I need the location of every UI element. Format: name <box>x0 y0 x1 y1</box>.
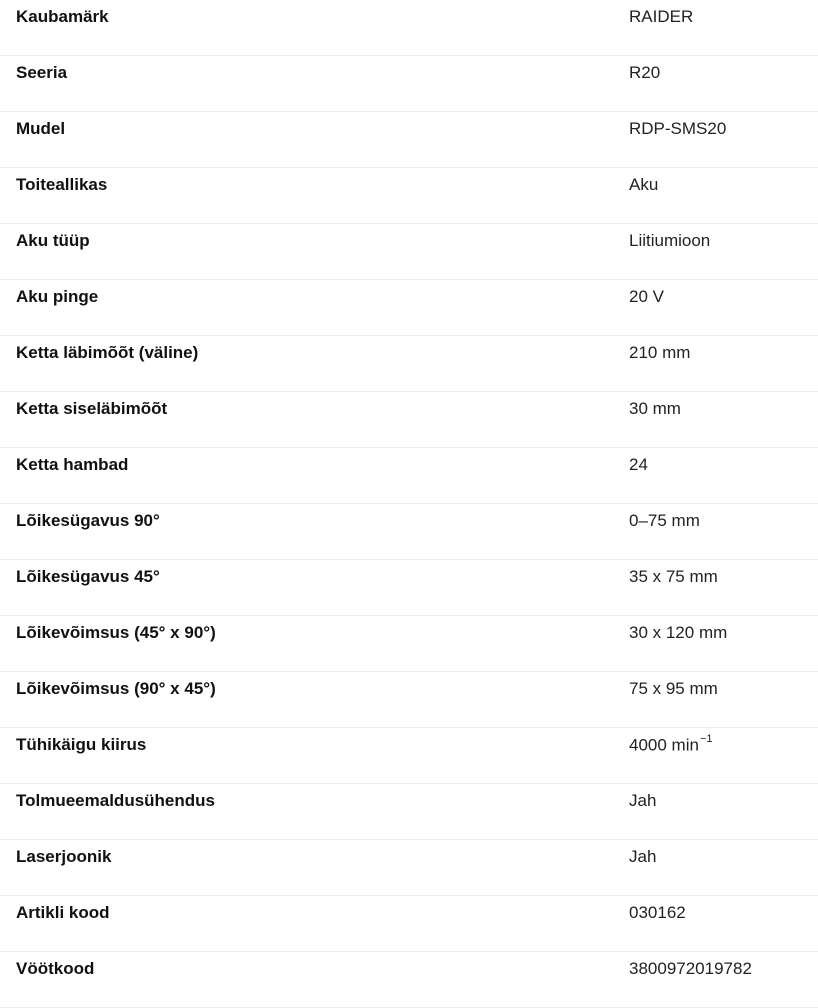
spec-value-superscript: −1 <box>699 733 713 745</box>
spec-row-article-code <box>0 896 818 952</box>
spec-value: RAIDER <box>629 7 694 26</box>
spec-value: 30 x 120 mm <box>629 623 728 642</box>
spec-value: 20 V <box>629 287 664 306</box>
spec-value <box>629 735 712 756</box>
spec-value: 3800972019782 <box>629 959 752 978</box>
spec-label: Ketta siseläbimõõt <box>16 399 168 418</box>
spec-row-brand <box>0 0 818 56</box>
spec-label: Seeria <box>16 63 68 82</box>
spec-row-no-load-speed <box>0 728 818 784</box>
spec-row-series <box>0 56 818 112</box>
spec-row-cut-depth-45 <box>0 560 818 616</box>
spec-label: Lõikevõimsus (90° x 45°) <box>16 679 216 698</box>
spec-label: Laserjoonik <box>16 847 112 866</box>
spec-value: 30 mm <box>629 399 681 418</box>
spec-row-laser-guide <box>0 840 818 896</box>
spec-label: Toiteallikas <box>16 175 108 194</box>
spec-row-blade-teeth <box>0 448 818 504</box>
spec-value: 75 x 95 mm <box>629 679 718 698</box>
spec-row-cut-depth-90 <box>0 504 818 560</box>
spec-value: R20 <box>629 63 661 82</box>
spec-label: Ketta hambad <box>16 455 129 474</box>
spec-value: 030162 <box>629 903 686 922</box>
spec-label: Mudel <box>16 119 66 138</box>
spec-label: Kaubamärk <box>16 7 109 26</box>
spec-value: 24 <box>629 455 648 474</box>
spec-value: Liitiumioon <box>629 231 711 250</box>
spec-label: Lõikevõimsus (45° x 90°) <box>16 623 216 642</box>
spec-row-model <box>0 112 818 168</box>
spec-row-cut-capacity-45x90 <box>0 616 818 672</box>
spec-row-power-source <box>0 168 818 224</box>
spec-label: Lõikesügavus 90° <box>16 511 160 530</box>
spec-value: Aku <box>629 175 659 194</box>
spec-row-blade-outer-diameter <box>0 336 818 392</box>
spec-row-battery-voltage <box>0 280 818 336</box>
spec-row-blade-bore <box>0 392 818 448</box>
spec-row-dust-extraction <box>0 784 818 840</box>
spec-label: Aku tüüp <box>16 231 90 250</box>
spec-value-text: 4000 min <box>629 735 699 755</box>
spec-label: Artikli kood <box>16 903 110 922</box>
spec-label: Tolmueemaldusühendus <box>16 791 215 810</box>
spec-value: 210 mm <box>629 343 691 362</box>
spec-row-cut-capacity-90x45 <box>0 672 818 728</box>
spec-label: Lõikesügavus 45° <box>16 567 160 586</box>
spec-row-barcode <box>0 952 818 1008</box>
spec-value: 0–75 mm <box>629 511 700 530</box>
spec-value: 35 x 75 mm <box>629 567 718 586</box>
spec-label: Ketta läbimõõt (väline) <box>16 343 199 362</box>
spec-row-battery-type <box>0 224 818 280</box>
spec-label: Vöötkood <box>16 959 95 978</box>
spec-value: Jah <box>629 847 657 866</box>
spec-value: RDP-SMS20 <box>629 119 727 138</box>
spec-value: Jah <box>629 791 657 810</box>
spec-label: Tühikäigu kiirus <box>16 735 147 754</box>
spec-label: Aku pinge <box>16 287 99 306</box>
